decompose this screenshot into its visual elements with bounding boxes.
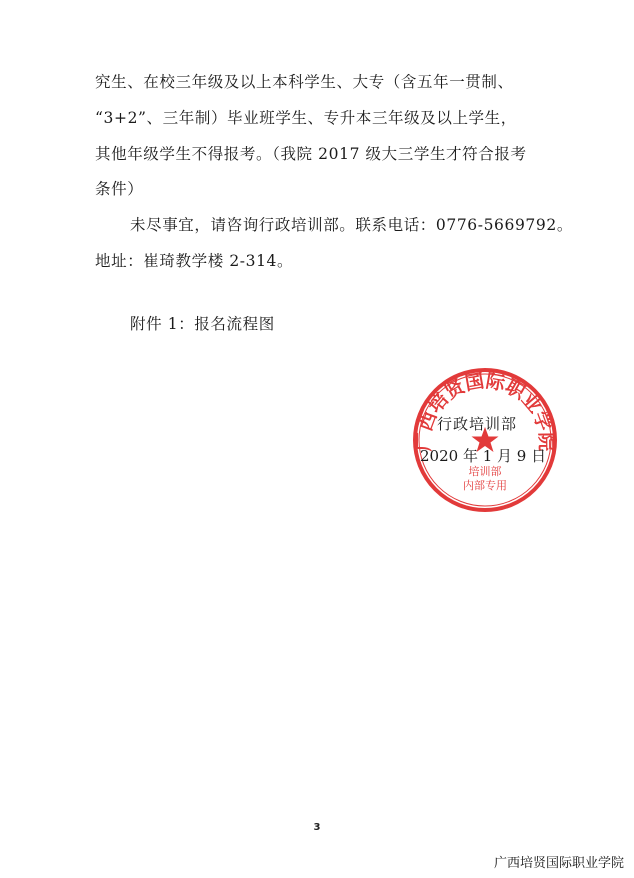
body-line-5: 未尽事宜，请咨询行政培训部。联系电话：0776-5669792。 (130, 216, 573, 234)
seal-center-line2: 内部专用 (463, 479, 507, 492)
footer-school-name: 广西培贤国际职业学院 (493, 856, 624, 871)
body-line-1: 究生、在校三年级及以上本科学生、大专（含五年一贯制、 (95, 73, 514, 91)
signature-department: 行政培训部 (437, 415, 518, 433)
seal-center-line1: 培训部 (468, 465, 502, 478)
body-line-6: 地址：崔琦教学楼 2-314。 (95, 252, 294, 270)
body-line-2: “3+2”、三年制）毕业班学生、专升本三年级及以上学生， (95, 109, 517, 127)
seal-arc-text: 广西培贤国际职业学院 (412, 369, 558, 452)
body-line-3: 其他年级学生不得报考。（我院 2017 级大三学生才符合报考 (95, 145, 527, 163)
body-line-4: 条件） (95, 180, 144, 198)
attachment-label: 附件 1：报名流程图 (130, 315, 275, 333)
page-number: 3 (313, 822, 321, 833)
signature-date: 2020 年 1 月 9 日 (420, 447, 547, 465)
official-seal (410, 365, 560, 515)
